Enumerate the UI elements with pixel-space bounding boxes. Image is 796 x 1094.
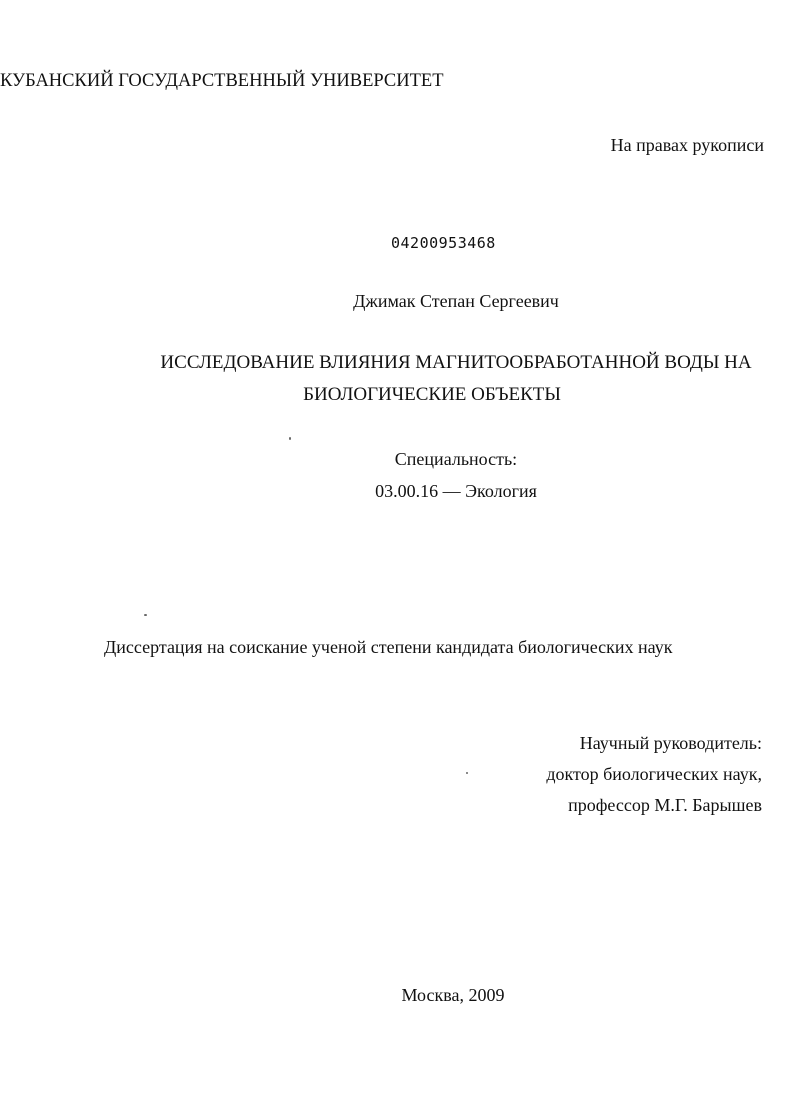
university-name: КУБАНСКИЙ ГОСУДАРСТВЕННЫЙ УНИВЕРСИТЕТ <box>0 71 444 91</box>
specialty-label: Специальность: <box>394 449 518 469</box>
scan-speck <box>289 437 291 440</box>
scan-speck <box>144 614 147 616</box>
scan-speck <box>466 772 468 774</box>
thesis-title-line-2: БИОЛОГИЧЕСКИЕ ОБЪЕКТЫ <box>303 384 561 405</box>
advisor-degree: доктор биологических наук, <box>546 764 762 784</box>
specialty-value: 03.00.16 — Экология <box>375 481 537 501</box>
city-year: Москва, 2009 <box>401 985 505 1005</box>
advisor-label: Научный руководитель: <box>579 733 762 753</box>
dissertation-note: Диссертация на соискание ученой степени кандидата биологических наук <box>104 637 673 657</box>
catalog-number: 04200953468 <box>391 234 496 252</box>
rights-note: На правах рукописи <box>610 135 764 155</box>
advisor-name: профессор М.Г. Барышев <box>568 795 762 815</box>
author-name: Джимак Степан Сергеевич <box>353 291 559 311</box>
thesis-title-line-1: ИССЛЕДОВАНИЕ ВЛИЯНИЯ МАГНИТООБРАБОТАННОЙ ВОДЫ НА <box>160 352 752 373</box>
